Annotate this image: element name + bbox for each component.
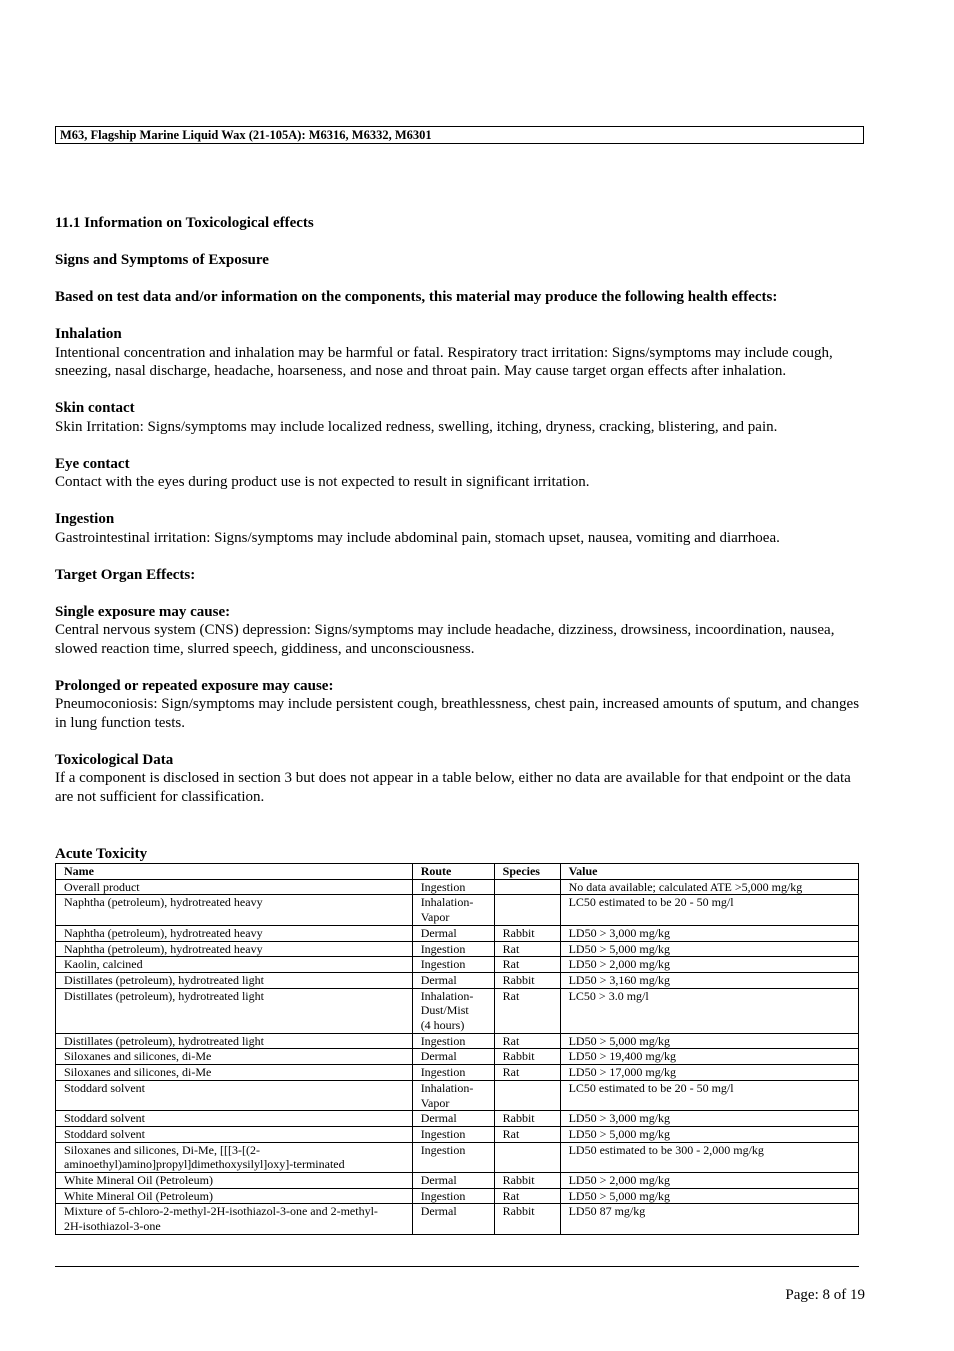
cell-route: Dermal: [412, 1049, 494, 1065]
cell-name: Overall product: [56, 879, 413, 895]
prolonged-exposure-heading: Prolonged or repeated exposure may cause:: [55, 677, 334, 694]
table-row: [56, 1049, 859, 1065]
cell-species: [494, 1142, 560, 1172]
cell-value: No data available; calculated ATE >5,000 mg/kg: [560, 879, 858, 895]
cell-route: Dermal: [412, 925, 494, 941]
ingestion-text: Gastrointestinal irritation: Signs/symptoms may include abdominal pain, stomach upset, nausea, vomiting and diarrhoea.: [55, 529, 780, 546]
cell-name: Stoddard solvent: [56, 1080, 413, 1110]
cell-value: LD50 > 2,000 mg/kg: [560, 957, 858, 973]
skin-contact-text: Skin Irritation: Signs/symptoms may include localized redness, swelling, itching, dryness, cracking, blistering, and pain.: [55, 418, 778, 435]
cell-name: Siloxanes and silicones, di-Me: [56, 1065, 413, 1081]
table-row: [56, 972, 859, 988]
acute-toxicity-table: [55, 863, 859, 1235]
table-row: [56, 957, 859, 973]
cell-value: LD50 > 3,160 mg/kg: [560, 972, 858, 988]
cell-name: Naphtha (petroleum), hydrotreated heavy: [56, 895, 413, 925]
column-header-species: Species: [494, 864, 560, 880]
footer-divider: [55, 1266, 859, 1267]
cell-route: Dermal: [412, 1204, 494, 1234]
cell-species: Rabbit: [494, 1173, 560, 1189]
cell-name: Mixture of 5-chloro-2-methyl-2H-isothiazol-3-one and 2-methyl- 2H-isothiazol-3-one: [56, 1204, 413, 1234]
acute-toxicity-body: [56, 879, 859, 1234]
cell-name: Naphtha (petroleum), hydrotreated heavy: [56, 941, 413, 957]
cell-value: LD50 > 5,000 mg/kg: [560, 941, 858, 957]
table-row: [56, 1033, 859, 1049]
cell-route: Ingestion: [412, 1142, 494, 1172]
cell-route: Ingestion: [412, 1033, 494, 1049]
cell-route: Ingestion: [412, 1065, 494, 1081]
single-exposure-text: Central nervous system (CNS) depression: Signs/symptoms may include headache, dizziness, drowsiness, incoordination, nausea, slowed reaction time, slurred speech, giddiness, and unconsciousness.: [55, 622, 835, 657]
cell-route: Inhalation- Vapor: [412, 1080, 494, 1110]
cell-route: Ingestion: [412, 957, 494, 973]
table-row: [56, 1111, 859, 1127]
cell-value: LD50 > 5,000 mg/kg: [560, 1033, 858, 1049]
table-row: [56, 1142, 859, 1172]
cell-value: LD50 estimated to be 300 - 2,000 mg/kg: [560, 1142, 858, 1172]
cell-value: LD50 > 19,400 mg/kg: [560, 1049, 858, 1065]
cell-species: Rat: [494, 1065, 560, 1081]
cell-route: Dermal: [412, 1111, 494, 1127]
table-row: [56, 879, 859, 895]
eye-contact-text: Contact with the eyes during product use is not expected to result in significant irritation.: [55, 474, 590, 490]
inhalation-heading: Inhalation: [55, 326, 122, 342]
cell-name: Distillates (petroleum), hydrotreated light: [56, 1033, 413, 1049]
cell-value: LC50 > 3.0 mg/l: [560, 988, 858, 1033]
cell-route: Ingestion: [412, 879, 494, 895]
cell-value: LD50 > 2,000 mg/kg: [560, 1173, 858, 1189]
cell-value: LD50 > 17,000 mg/kg: [560, 1065, 858, 1081]
cell-species: Rat: [494, 1033, 560, 1049]
cell-species: Rat: [494, 957, 560, 973]
cell-route: Ingestion: [412, 941, 494, 957]
toxicology-section: [55, 214, 865, 806]
cell-name: Distillates (petroleum), hydrotreated light: [56, 988, 413, 1033]
cell-value: LD50 > 5,000 mg/kg: [560, 1126, 858, 1142]
cell-name: Siloxanes and silicones, Di-Me, [[[3-[(2- aminoethyl)amino]propyl]dimethoxysilyl]oxy]-terminated: [56, 1142, 413, 1172]
table-row: [56, 925, 859, 941]
cell-route: Inhalation- Dust/Mist (4 hours): [412, 988, 494, 1033]
table-row: [56, 1080, 859, 1110]
inhalation-text: Intentional concentration and inhalation may be harmful or fatal. Respiratory tract irritation: Signs/symptoms may include cough, sneezing, nasal discharge, headache, hoarseness, and nose and throat pain. May cause target organ effects after inhalation.: [55, 344, 833, 379]
table-row: [56, 1065, 859, 1081]
page-number: Page: 8 of 19: [785, 1287, 865, 1303]
table-row: [56, 1126, 859, 1142]
table-row: [56, 988, 859, 1033]
table-row: [56, 1204, 859, 1234]
cell-species: Rabbit: [494, 1049, 560, 1065]
cell-route: Dermal: [412, 1173, 494, 1189]
intro-text: Based on test data and/or information on the components, this material may produce the following health effects:: [55, 289, 778, 305]
cell-value: LD50 > 3,000 mg/kg: [560, 925, 858, 941]
cell-value: LD50 > 3,000 mg/kg: [560, 1111, 858, 1127]
cell-name: Siloxanes and silicones, di-Me: [56, 1049, 413, 1065]
cell-species: [494, 895, 560, 925]
eye-contact-heading: Eye contact: [55, 455, 130, 472]
cell-name: White Mineral Oil (Petroleum): [56, 1173, 413, 1189]
cell-species: Rabbit: [494, 925, 560, 941]
table-row: [56, 1173, 859, 1189]
cell-route: Dermal: [412, 972, 494, 988]
table-header-row: [56, 864, 859, 880]
column-header-value: Value: [560, 864, 858, 880]
cell-name: Kaolin, calcined: [56, 957, 413, 973]
cell-name: Stoddard solvent: [56, 1111, 413, 1127]
tox-data-text: If a component is disclosed in section 3 but does not appear in a table below, either no data are available for that endpoint or the data are not sufficient for classification.: [55, 770, 851, 805]
section-title: 11.1 Information on Toxicological effects: [55, 215, 314, 231]
cell-route: Ingestion: [412, 1126, 494, 1142]
table-row: [56, 941, 859, 957]
cell-species: Rat: [494, 941, 560, 957]
single-exposure-heading: Single exposure may cause:: [55, 603, 231, 620]
column-header-name: Name: [56, 864, 413, 880]
cell-name: Distillates (petroleum), hydrotreated light: [56, 972, 413, 988]
ingestion-heading: Ingestion: [55, 511, 115, 527]
tox-data-heading: Toxicological Data: [55, 751, 174, 768]
document-header-product: M63, Flagship Marine Liquid Wax (21-105A): M6316, M6332, M6301: [55, 126, 864, 144]
cell-value: LC50 estimated to be 20 - 50 mg/l: [560, 1080, 858, 1110]
skin-contact-heading: Skin contact: [55, 400, 135, 416]
cell-species: Rat: [494, 988, 560, 1033]
cell-name: White Mineral Oil (Petroleum): [56, 1188, 413, 1204]
cell-species: [494, 879, 560, 895]
cell-value: LD50 > 5,000 mg/kg: [560, 1188, 858, 1204]
acute-toxicity-title: Acute Toxicity: [55, 846, 148, 862]
signs-heading: Signs and Symptoms of Exposure: [55, 252, 269, 268]
table-row: [56, 895, 859, 925]
cell-name: Stoddard solvent: [56, 1126, 413, 1142]
cell-species: [494, 1080, 560, 1110]
table-row: [56, 1188, 859, 1204]
cell-species: Rat: [494, 1126, 560, 1142]
cell-route: Ingestion: [412, 1188, 494, 1204]
cell-species: Rabbit: [494, 1204, 560, 1234]
cell-value: LC50 estimated to be 20 - 50 mg/l: [560, 895, 858, 925]
cell-species: Rabbit: [494, 1111, 560, 1127]
cell-value: LD50 87 mg/kg: [560, 1204, 858, 1234]
target-organ-heading: Target Organ Effects:: [55, 566, 196, 583]
cell-route: Inhalation- Vapor: [412, 895, 494, 925]
cell-species: Rabbit: [494, 972, 560, 988]
prolonged-exposure-text: Pneumoconiosis: Sign/symptoms may include persistent cough, breathlessness, chest pain, increased amounts of sputum, and changes in lung function tests.: [55, 696, 860, 731]
cell-name: Naphtha (petroleum), hydrotreated heavy: [56, 925, 413, 941]
cell-species: Rat: [494, 1188, 560, 1204]
column-header-route: Route: [412, 864, 494, 880]
